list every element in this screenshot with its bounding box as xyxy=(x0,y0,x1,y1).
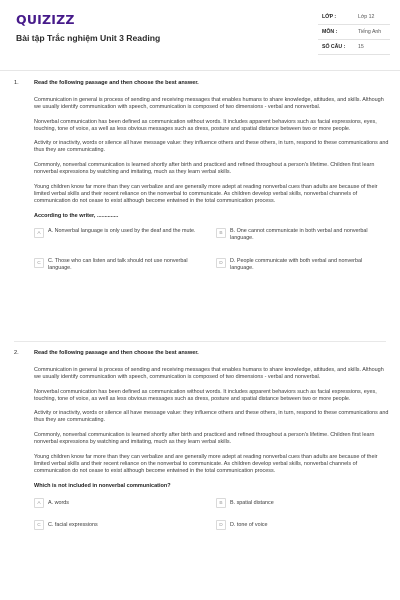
option-text[interactable]: A. words xyxy=(48,499,69,506)
option-letter-box[interactable]: D xyxy=(216,258,226,268)
answer-options xyxy=(34,498,390,538)
meta-row-subject xyxy=(318,25,390,40)
option-text[interactable]: C. facial expressions xyxy=(48,521,98,528)
worksheet-title: Bài tập Trắc nghiệm Unit 3 Reading xyxy=(16,33,161,43)
meta-label: LỚP : xyxy=(322,14,337,20)
passage-paragraph: Activity or inactivity, words or silence all have message value: they influence others and these others, in turn, respond to these communications and thus they are communicating. xyxy=(34,140,389,154)
meta-table xyxy=(318,10,390,55)
passage-paragraph: Communication in general is process of sending and receiving messages that enables humans to share knowledge, attitudes, and skills. Although we usually identify communication with speech, communication is composed of two dimensions - verbal and nonverbal. xyxy=(34,367,384,381)
question-number: 1. xyxy=(14,80,19,86)
header-divider xyxy=(0,70,400,71)
option-text[interactable]: A. Nonverbal language is only used by the deaf and the mute. xyxy=(48,228,196,235)
option-text[interactable]: B. spatial distance xyxy=(230,499,274,506)
question-stem: According to the writer, .............. xyxy=(34,213,119,220)
header xyxy=(0,0,400,66)
quizizz-logo: QUIZIZZ xyxy=(16,12,75,27)
question-prompt: Read the following passage and then choose the best answer. xyxy=(34,350,199,356)
meta-value: Tiếng Anh xyxy=(358,29,382,35)
passage-paragraph: Young children know far more than they can verbalize and are generally more adept at reading nonverbal cues than adults are because of their limited verbal skills and their recent reliance on the nonverbal to communicate. As children develop verbal skills, nonverbal channels of communication do not cease to exist although become entwined in the total communication process. xyxy=(34,183,378,204)
option-letter-box[interactable]: A xyxy=(34,498,44,508)
option-letter-box[interactable]: B xyxy=(216,498,226,508)
reading-passage xyxy=(34,97,390,205)
meta-row-grade xyxy=(318,10,390,25)
option-letter-box[interactable]: B xyxy=(216,228,226,238)
reading-passage xyxy=(34,367,390,475)
question-body xyxy=(34,80,390,278)
question-divider xyxy=(14,341,386,342)
question-body xyxy=(34,350,390,538)
option-letter-box[interactable]: D xyxy=(216,520,226,530)
meta-value: Lớp 12 xyxy=(358,14,375,20)
meta-label: SỐ CÂU : xyxy=(322,44,346,50)
option-text[interactable]: C. Those who can listen and talk should not use nonverbal language. xyxy=(48,258,188,272)
passage-paragraph: Activity or inactivity, words or silence all have message value: they influence others and these others, in turn, respond to these communications and thus they are communicating. xyxy=(34,410,389,424)
passage-paragraph: Nonverbal communication has been defined as communication without words. It includes apparent behaviors such as facial expressions, eyes, touching, tone of voice, as well as less obvious messages such as dress, posture and spatial distance between two or more people. xyxy=(34,118,377,132)
option-letter-box[interactable]: C xyxy=(34,258,44,268)
option-letter-box[interactable]: C xyxy=(34,520,44,530)
passage-paragraph: Nonverbal communication has been defined as communication without words. It includes apparent behaviors such as facial expressions, eyes, touching, tone of voice, as well as less obvious messages such as dress, posture and spatial distance between two or more people. xyxy=(34,388,377,402)
answer-options xyxy=(34,228,390,278)
passage-paragraph: Commonly, nonverbal communication is learned shortly after birth and practiced and refined throughout a person's lifetime. Children first learn nonverbal expressions by watching and imitating, much as they learn verbal skills. xyxy=(34,162,375,176)
meta-label: MÔN : xyxy=(322,29,338,35)
meta-row-count xyxy=(318,40,390,55)
passage-paragraph: Communication in general is process of sending and receiving messages that enables humans to share knowledge, attitudes, and skills. Although we usually identify communication with speech, communication is composed of two dimensions - verbal and nonverbal. xyxy=(34,97,384,111)
question-prompt: Read the following passage and then choose the best answer. xyxy=(34,80,199,86)
question-number: 2. xyxy=(14,350,19,356)
passage-paragraph: Young children know far more than they can verbalize and are generally more adept at reading nonverbal cues than adults are because of their limited verbal skills and their recent reliance on the nonverbal to communicate. As children develop verbal skills, nonverbal channels of communication do not cease to exist although become entwined in the total communication process. xyxy=(34,453,378,474)
passage-paragraph: Commonly, nonverbal communication is learned shortly after birth and practiced and refined throughout a person's lifetime. Children first learn nonverbal expressions by watching and imitating, much as they learn verbal skills. xyxy=(34,432,375,446)
meta-value: 15 xyxy=(358,44,364,50)
option-letter-box[interactable]: A xyxy=(34,228,44,238)
option-text[interactable]: D. People communicate with both verbal and nonverbal language. xyxy=(230,258,363,272)
question-stem: Which is not included in nonverbal communication? xyxy=(34,483,171,490)
option-text[interactable]: D. tone of voice xyxy=(230,521,268,528)
option-text[interactable]: B. One cannot communicate in both verbal and nonverbal language. xyxy=(230,228,368,242)
